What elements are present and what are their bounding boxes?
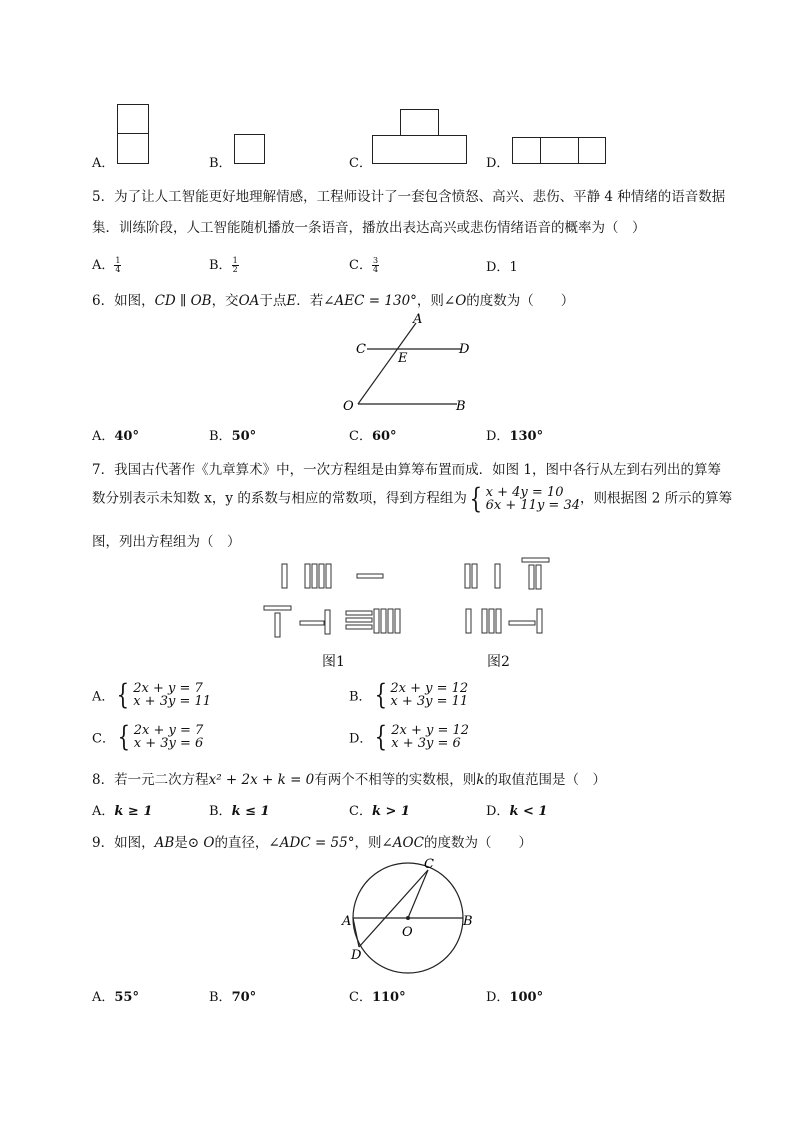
q5-option-d-label: D． <box>486 260 510 275</box>
q7-option-c-label: C． <box>92 731 115 747</box>
q9-figure <box>335 852 485 974</box>
q9-option-c <box>349 986 406 1005</box>
q6-label-b: B <box>456 399 466 414</box>
q7-option-b-label: B． <box>349 689 372 705</box>
q9-stem <box>92 831 532 851</box>
q8-option-a-label: A． <box>92 804 115 819</box>
rod <box>305 564 310 588</box>
q6-condition-parallel: CD ∥ OB <box>154 293 212 309</box>
q4-option-a-shape-top <box>117 104 149 134</box>
rod <box>325 610 330 634</box>
q6-label-a: A <box>413 312 423 327</box>
q9-label-b: B <box>463 914 473 929</box>
q5-option-c-fraction <box>372 257 379 274</box>
q7-rod-figures <box>255 555 555 645</box>
q5-option-a-fraction <box>114 257 121 274</box>
rod <box>357 574 383 578</box>
q4-option-b-label: B． <box>209 156 232 171</box>
q7-example-system <box>467 482 581 515</box>
rod <box>346 611 372 615</box>
q6-stem <box>92 289 574 309</box>
q9-label-o: O <box>402 925 413 940</box>
rod <box>395 609 400 633</box>
rod <box>495 564 500 588</box>
q6-option-d <box>486 425 543 444</box>
q6-option-c-value: 60° <box>371 429 397 444</box>
q8-suffix: 的取值范围是（ ） <box>484 772 606 788</box>
q9-option-d-label: D． <box>486 990 510 1005</box>
q8-variable: k <box>476 772 485 788</box>
q8-option-c-label: C． <box>349 804 372 819</box>
q6-option-b-value: 50° <box>231 429 257 444</box>
rod <box>374 609 379 633</box>
q7-option-b-eq-2: x + 3y = 11 <box>390 694 469 709</box>
rod <box>282 564 287 588</box>
rod <box>536 565 541 589</box>
q6-condition-angle: ∠AEC = 130° <box>323 293 417 309</box>
q7-option-a-label: A． <box>92 689 115 705</box>
q9-condition-circle: ⊙ O <box>187 835 215 851</box>
q4-option-c-label: C． <box>349 156 372 171</box>
rod <box>482 609 487 633</box>
q5-option-d-value: 1 <box>509 260 518 275</box>
q8-option-a <box>92 800 152 819</box>
q5-line-1: 5．为了让人工智能更好地理解情感，工程师设计了一套包含愤怒、高兴、悲伤、平静 4 种情绪的语音数据 <box>92 189 726 205</box>
q9-center-point <box>406 916 410 920</box>
q6-option-d-value: 130° <box>509 429 544 444</box>
q7-option-d <box>349 720 470 753</box>
q4-option-d-label: D． <box>486 156 510 171</box>
q4-option-d-divider-1 <box>540 137 541 164</box>
q7-example-eq-2: 6x + 11y = 34 <box>485 498 581 513</box>
q7-option-b-brace: { <box>374 678 387 711</box>
rod <box>275 613 280 637</box>
q9-option-d <box>486 986 543 1005</box>
q4-option-d-divider-2 <box>578 137 579 164</box>
q9-label-d: D <box>351 948 362 963</box>
q6-text-3: ．若 <box>296 293 324 309</box>
q9-chord-ad <box>353 918 359 947</box>
q5-option-a <box>92 254 121 274</box>
q9-option-a <box>92 986 139 1005</box>
q6-option-a <box>92 425 139 444</box>
rod <box>388 609 393 633</box>
q6-label-d: D <box>459 342 470 357</box>
q8-text-1: 有两个不相等的实数根，则 <box>314 772 477 788</box>
q7-line-2-text-b: ，则根据图 2 所示的算筹 <box>580 490 733 507</box>
q7-example-eq-1: x + 4y = 10 <box>485 485 564 500</box>
q4-option-b-shape <box>234 134 265 164</box>
q9-prefix: 9．如图， <box>92 835 155 851</box>
rod <box>326 564 331 588</box>
q9-label-c: C <box>424 857 434 872</box>
q5-option-c-numerator: 3 <box>372 256 379 265</box>
q5-option-a-label: A． <box>92 258 115 273</box>
q9-option-c-label: C． <box>349 990 372 1005</box>
q6-suffix: 的度数为（ ） <box>466 293 575 309</box>
q7-option-c-eq-2: x + 3y = 6 <box>133 736 204 751</box>
q6-label-e: E <box>398 351 408 366</box>
q9-condition-angle-aoc: ∠AOC <box>381 835 424 851</box>
q7-line-2-text-a: 数分别表示未知数 x，y 的系数与相应的常数项，得到方程组为 <box>92 490 467 507</box>
q9-text-1: 是 <box>174 835 188 851</box>
rod <box>522 558 549 562</box>
rod <box>312 564 317 588</box>
q9-option-b <box>209 986 256 1005</box>
q9-option-a-label: A． <box>92 990 115 1005</box>
q7-option-a-eq-2: x + 3y = 11 <box>133 694 212 709</box>
rod <box>465 564 470 588</box>
q9-option-d-value: 100° <box>509 990 544 1005</box>
q4-option-c-shape-bottom <box>372 135 467 164</box>
q8-prefix: 8．若一元二次方程 <box>92 772 209 788</box>
q6-prefix: 6．如图， <box>92 293 155 309</box>
rod <box>381 609 386 633</box>
q9-radius-oc <box>408 870 428 918</box>
q5-option-d <box>486 256 518 275</box>
q6-text-1: ，交 <box>211 293 239 309</box>
q5-option-b-fraction <box>232 257 239 274</box>
q8-equation: x² + 2x + k = 0 <box>208 772 315 788</box>
q8-option-a-value: k ≥ 1 <box>114 804 153 819</box>
q7-option-b <box>349 678 469 711</box>
q5-line-2: 集．训练阶段，人工智能随机播放一条语音，播放出表达高兴或悲伤情绪语音的概率为（ ） <box>92 220 646 236</box>
q7-line-2 <box>92 482 733 515</box>
q7-option-d-eq-2: x + 3y = 6 <box>391 736 461 751</box>
rod <box>264 606 291 610</box>
rod <box>489 609 494 633</box>
q7-line-3: 图，列出方程组为（ ） <box>92 534 241 550</box>
q6-label-c: C <box>356 342 366 357</box>
q6-option-b-label: B． <box>209 429 232 444</box>
q5-option-b-denominator: 2 <box>232 265 238 274</box>
q4-option-d-shape <box>512 137 606 164</box>
q6-option-a-value: 40° <box>114 429 139 444</box>
q7-figure-2-caption: 图2 <box>487 654 510 670</box>
q8-option-b <box>209 800 270 819</box>
q5-option-a-denominator: 4 <box>115 265 121 274</box>
q9-label-a: A <box>342 914 352 929</box>
rod <box>319 564 324 588</box>
q6-text-4: ，则 <box>416 293 444 309</box>
rod <box>496 609 501 633</box>
q7-figure-1-caption: 图1 <box>322 654 345 670</box>
q7-option-b-eq-1: 2x + y = 12 <box>390 681 469 696</box>
q4-option-a-shape-bottom <box>117 133 149 164</box>
q6-option-d-label: D． <box>486 429 510 444</box>
q8-option-b-value: k ≤ 1 <box>231 804 270 819</box>
q5-option-c-label: C． <box>349 258 372 273</box>
q9-option-a-value: 55° <box>114 990 139 1005</box>
q6-option-c-label: C． <box>349 429 372 444</box>
q7-option-a-brace: { <box>117 678 130 711</box>
rod <box>537 609 542 633</box>
q7-option-d-label: D． <box>349 731 373 747</box>
q7-figure-2-rods <box>465 558 549 633</box>
q5-option-b-numerator: 1 <box>232 256 238 265</box>
q5-option-c-denominator: 4 <box>372 265 379 274</box>
q5-option-b <box>209 254 239 274</box>
q6-option-c <box>349 425 397 444</box>
q9-suffix: 的度数为（ ） <box>423 835 532 851</box>
rod <box>346 625 372 629</box>
rod <box>346 618 372 622</box>
q7-line-1: 7．我国古代著作《九章算术》中，一次方程组是由算筹布置而成．如图 1，图中各行从左到右列出的算筹 <box>92 462 721 478</box>
q5-option-c <box>349 254 379 274</box>
q9-option-b-value: 70° <box>231 990 257 1005</box>
q8-option-d-label: D． <box>486 804 510 819</box>
q6-text-2: 于点 <box>259 293 287 309</box>
rod <box>529 565 534 589</box>
q8-option-b-label: B． <box>209 804 232 819</box>
q4-option-c-shape-top <box>400 109 439 136</box>
q6-condition-e: E <box>286 293 297 309</box>
rod <box>300 621 324 625</box>
q7-option-d-brace: { <box>375 720 388 753</box>
q7-option-c-eq-1: 2x + y = 7 <box>133 723 204 738</box>
q9-text-3: ，则 <box>354 835 382 851</box>
q8-option-d <box>486 800 547 819</box>
q9-option-b-label: B． <box>209 990 232 1005</box>
q7-option-c <box>92 720 204 753</box>
q6-option-a-label: A． <box>92 429 115 444</box>
q8-option-c-value: k > 1 <box>371 804 410 819</box>
q9-condition-angle: ∠ADC = 55° <box>268 835 355 851</box>
q7-figure-1-rods <box>264 564 400 637</box>
rod <box>466 609 471 633</box>
q9-text-2: 的直径， <box>214 835 269 851</box>
q8-option-d-value: k < 1 <box>509 804 548 819</box>
q4-option-a-label: A． <box>92 156 115 171</box>
q7-option-a-eq-1: 2x + y = 7 <box>133 681 203 696</box>
q7-option-d-eq-1: 2x + y = 12 <box>391 723 470 738</box>
q7-option-c-brace: { <box>117 720 131 753</box>
q7-option-a <box>92 678 212 711</box>
q6-option-b <box>209 425 256 444</box>
q8-option-c <box>349 800 410 819</box>
q9-condition-ab: AB <box>154 835 175 851</box>
q6-condition-oa: OA <box>238 293 260 309</box>
rod <box>472 564 477 588</box>
rod <box>509 621 535 625</box>
q9-chord-dc <box>359 870 428 947</box>
q5-option-b-label: B． <box>209 258 232 273</box>
q5-option-a-numerator: 1 <box>115 256 121 265</box>
q8-stem <box>92 768 606 788</box>
q7-example-brace: { <box>469 482 482 515</box>
q9-option-c-value: 110° <box>371 990 406 1005</box>
q6-label-o: O <box>343 399 354 414</box>
q6-figure <box>330 310 490 420</box>
q6-condition-angle-o: ∠O <box>443 293 467 309</box>
